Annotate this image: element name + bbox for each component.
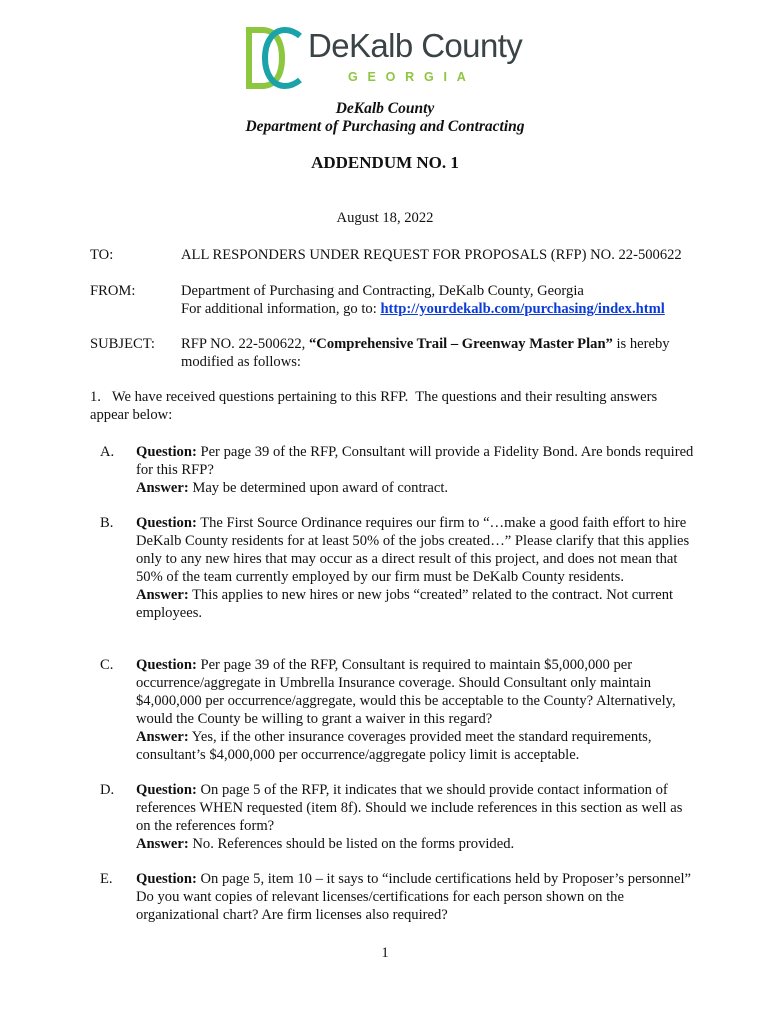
subject-label: SUBJECT: xyxy=(90,336,155,352)
question-text: On page 5, item 10 – it says to “include certifications held by Proposer’s personnel” Do you want copies of relevant licenses/certifications for each person shown on the organizational chart? Are firm licenses also required? xyxy=(136,871,691,923)
item-letter: C. xyxy=(100,657,114,673)
answer xyxy=(136,835,696,853)
answer-text: This applies to new hires or new jobs “created” related to the contract. Not current employees. xyxy=(136,587,674,621)
document-title: ADDENDUM NO. 1 xyxy=(311,153,459,172)
department-name: Department of Purchasing and Contracting xyxy=(245,118,525,135)
page-number: 1 xyxy=(381,945,389,961)
question-label: Question: xyxy=(136,871,197,887)
question-text: On page 5 of the RFP, it indicates that we should provide contact information of references WHEN requested (item 8f). Should we include references in this section as well as on the references form? xyxy=(136,782,683,834)
answer-text: No. References should be listed on the forms provided. xyxy=(188,836,515,852)
question-text: The First Source Ordinance requires our firm to “…make a good faith effort to hire DeKalb County residents for at least 50% of the jobs created…” Please clarify that this applies only to any new hires that may occur as a direct result of this project, and does not mean that 50% of the team currently employed by our firm must be DeKalb County residents. xyxy=(136,515,690,585)
answer-label: Answer: xyxy=(136,836,189,852)
to-label: TO: xyxy=(90,247,114,263)
answer-text: Yes, if the other insurance coverages provided meet the standard requirements, consultant’s $4,000,000 per occurrence/aggregate policy limit is acceptable. xyxy=(136,729,652,763)
qa-item xyxy=(136,870,696,924)
item-letter: D. xyxy=(100,782,115,798)
from-info-text: For additional information, go to: xyxy=(181,301,381,317)
qa-item xyxy=(136,656,696,764)
logo-state: GEORGIA xyxy=(348,70,476,84)
subject-value xyxy=(181,335,701,371)
question-label: Question: xyxy=(136,515,197,531)
from-label: FROM: xyxy=(90,283,136,299)
from-department: Department of Purchasing and Contracting, DeKalb County, Georgia xyxy=(181,283,584,299)
dc-logo-mark-icon xyxy=(246,26,302,90)
subject-project-title: “Comprehensive Trail – Greenway Master Plan” xyxy=(308,336,613,352)
subject-suffix: is hereby modified as follows: xyxy=(181,336,670,370)
answer xyxy=(136,728,696,764)
from-info-line xyxy=(181,300,721,318)
answer-label: Answer: xyxy=(136,587,189,603)
document-date: August 18, 2022 xyxy=(336,210,434,226)
answer-label: Answer: xyxy=(136,729,189,745)
question-label: Question: xyxy=(136,444,197,460)
answer-label: Answer: xyxy=(136,480,189,496)
to-value: ALL RESPONDERS UNDER REQUEST FOR PROPOSALS (RFP) NO. 22-500622 xyxy=(181,247,682,263)
answer xyxy=(136,586,696,622)
question xyxy=(136,656,696,728)
qa-item xyxy=(136,514,696,622)
question xyxy=(136,514,696,586)
item-letter: A. xyxy=(100,444,115,460)
question xyxy=(136,781,696,835)
answer-text: May be determined upon award of contract. xyxy=(188,480,449,496)
answer xyxy=(136,479,696,497)
qa-item xyxy=(136,443,696,497)
question-label: Question: xyxy=(136,782,197,798)
org-name: DeKalb County xyxy=(335,100,435,117)
item-letter: E. xyxy=(100,871,113,887)
question-label: Question: xyxy=(136,657,197,673)
dekalb-county-logo xyxy=(246,26,523,90)
qa-item xyxy=(136,781,696,853)
intro-paragraph: 1. We have received questions pertaining to this RFP. The questions and their resulting answers appear below: xyxy=(90,389,658,423)
question-text: Per page 39 of the RFP, Consultant is required to maintain $5,000,000 per occurrence/aggregate in Umbrella Insurance coverage. Should Consultant only maintain $4,000,000 per occurrence/aggregate, would this be acceptable to the County? Alternatively, would the County be willing to grant a waiver in this regard? xyxy=(136,657,676,727)
question xyxy=(136,870,696,924)
subject-prefix: RFP NO. 22-500622, xyxy=(181,336,309,352)
question-text: Per page 39 of the RFP, Consultant will provide a Fidelity Bond. Are bonds required for this RFP? xyxy=(136,444,694,478)
item-letter: B. xyxy=(100,515,114,531)
from-value xyxy=(181,282,721,318)
purchasing-link[interactable]: http://yourdekalb.com/purchasing/index.html xyxy=(380,301,665,317)
question xyxy=(136,443,696,479)
logo-wordmark: DeKalb County xyxy=(308,27,523,64)
